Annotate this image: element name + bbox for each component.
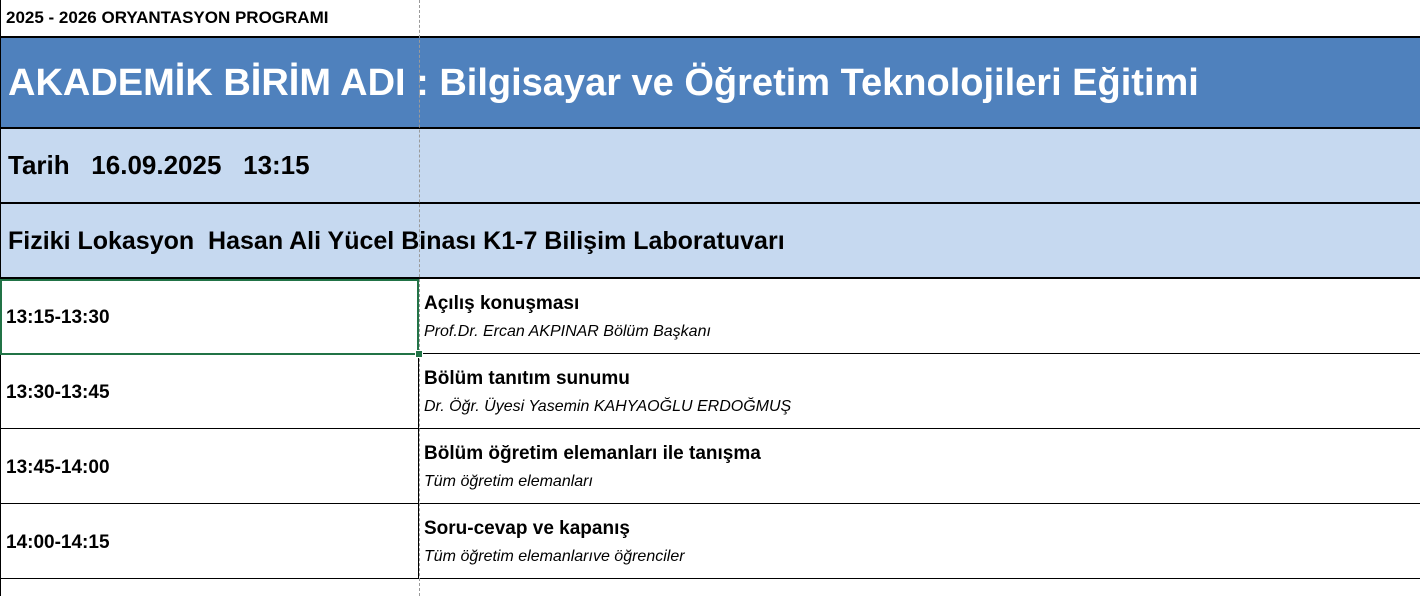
program-title: 2025 - 2026 ORYANTASYON PROGRAMI — [6, 8, 329, 27]
schedule-row[interactable] — [0, 429, 1420, 504]
schedule-time-cell[interactable]: 13:15-13:30 — [6, 307, 110, 328]
unit-heading-row[interactable] — [0, 38, 1420, 129]
date-line: Tarih 16.09.2025 13:15 — [8, 150, 310, 180]
program-title-row[interactable] — [0, 0, 1420, 38]
schedule-speaker: Tüm öğretim elemanlarıve öğrenciler — [424, 548, 685, 565]
active-cell-selection[interactable] — [0, 279, 419, 355]
location-line: Fiziki Lokasyon Hasan Ali Yücel Binası K1-7 Bilişim Laboratuvarı — [8, 227, 785, 255]
schedule-time-cell[interactable]: 14:00-14:15 — [6, 532, 110, 553]
schedule-activity: Bölüm öğretim elemanları ile tanışma — [424, 443, 761, 464]
schedule-activity: Bölüm tanıtım sunumu — [424, 368, 630, 389]
schedule-activity: Soru-cevap ve kapanış — [424, 518, 630, 539]
page-break-line — [419, 0, 420, 596]
fill-handle[interactable] — [415, 350, 423, 358]
unit-heading: AKADEMİK BİRİM ADI : Bilgisayar ve Öğretim Teknolojileri Eğitimi — [8, 62, 1199, 104]
location-row[interactable] — [0, 204, 1420, 279]
schedule-speaker: Dr. Öğr. Üyesi Yasemin KAHYAOĞLU ERDOĞMUŞ — [424, 398, 792, 415]
date-row[interactable] — [0, 129, 1420, 204]
schedule-time-cell[interactable]: 13:45-14:00 — [6, 457, 110, 478]
schedule-row[interactable] — [0, 504, 1420, 579]
schedule-time-cell[interactable]: 13:30-13:45 — [6, 382, 110, 403]
schedule-row[interactable] — [0, 354, 1420, 429]
schedule-speaker: Prof.Dr. Ercan AKPINAR Bölüm Başkanı — [424, 323, 711, 340]
schedule-speaker: Tüm öğretim elemanları — [424, 473, 593, 490]
schedule-activity: Açılış konuşması — [424, 293, 580, 314]
